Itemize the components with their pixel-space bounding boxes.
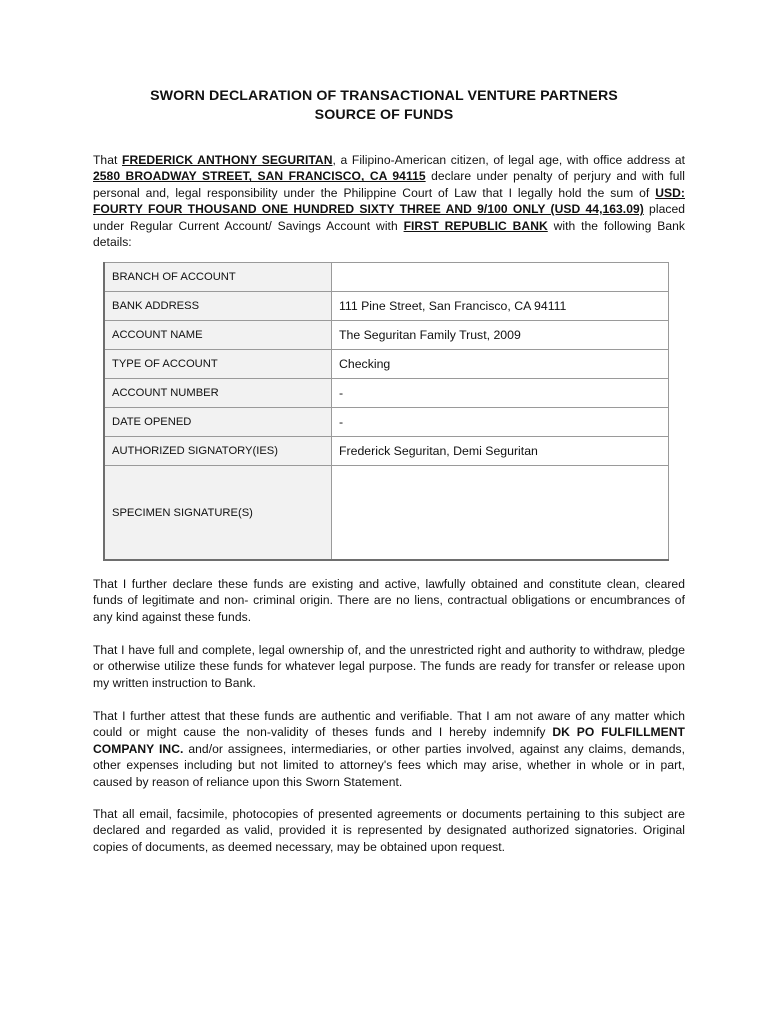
bank-details-table <box>103 262 669 561</box>
row-value <box>332 263 669 292</box>
row-label: SPECIMEN SIGNATURE(S) <box>104 466 332 561</box>
table-row <box>104 321 669 350</box>
bank-name: FIRST REPUBLIC BANK <box>403 218 548 233</box>
text-run: That I further attest that these funds are authentic and verifiable. That I am not aware of any matter which could or might cause the non-validity of theses funds and I hereby indemnify <box>93 709 685 740</box>
text-run: That <box>93 153 123 167</box>
text-run: and/or assignees, intermediaries, or other parties involved, against any claims, demands, other expenses including but not limited to attorney's fees which may arise, whether in whole or in part, caused by reason of reliance upon this Sworn Statement. <box>93 741 685 789</box>
row-label: ACCOUNT NAME <box>104 321 332 350</box>
table-row <box>104 466 669 561</box>
row-value: Checking <box>332 350 669 379</box>
row-label: DATE OPENED <box>104 408 332 437</box>
declaration-paragraph <box>93 152 685 250</box>
company-name: DK PO FULFILLMENT COMPANY INC. <box>93 725 685 756</box>
table-row <box>104 350 669 379</box>
table-row <box>104 437 669 466</box>
signature-box <box>332 466 669 561</box>
documents-validity-paragraph: That all email, facsimile, photocopies of presented agreements or documents pertaining to this subject are declared and regarded as valid, provided it is represented by designated authorized signatories. Original copies of documents, as deemed necessary, may be obtained upon request. <box>93 807 685 854</box>
table-row <box>104 263 669 292</box>
row-label: BANK ADDRESS <box>104 292 332 321</box>
document-title: SWORN DECLARATION OF TRANSACTIONAL VENTURE PARTNERS <box>150 88 618 104</box>
document-subtitle: SOURCE OF FUNDS <box>314 107 454 123</box>
declarant-name: FREDERICK ANTHONY SEGURITAN <box>122 153 333 167</box>
table-row <box>104 292 669 321</box>
ownership-paragraph: That I have full and complete, legal ownership of, and the unrestricted right and authority to withdraw, pledge or otherwise utilize these funds for whatever legal purpose. The funds are ready for transfer or release upon my written instruction to Bank. <box>93 643 685 690</box>
row-label: TYPE OF ACCOUNT <box>104 350 332 379</box>
row-label: ACCOUNT NUMBER <box>104 379 332 408</box>
text-run: , a Filipino-American citizen, of legal age, with office address at <box>332 153 686 167</box>
row-label: BRANCH OF ACCOUNT <box>104 263 332 292</box>
text-run: declare under penalty of perjury and with full personal and, legal responsibility under the Philippine Court of Law that I legally hold the sum of <box>93 169 685 200</box>
row-value: The Seguritan Family Trust, 2009 <box>332 321 669 350</box>
indemnity-paragraph <box>93 708 685 790</box>
fund-amount: USD: FOURTY FOUR THOUSAND ONE HUNDRED SIXTY THREE AND 9/100 ONLY (USD 44,163.09) <box>93 185 685 217</box>
funds-declaration-paragraph: That I further declare these funds are existing and active, lawfully obtained and constitute clean, cleared funds of legitimate and non- criminal origin. There are no liens, contractual obligations or encumbrances of any kind against these funds. <box>93 577 685 624</box>
row-value: - <box>332 408 669 437</box>
row-value: Frederick Seguritan, Demi Seguritan <box>332 437 669 466</box>
table-row <box>104 379 669 408</box>
row-value: - <box>332 379 669 408</box>
row-value: 111 Pine Street, San Francisco, CA 94111 <box>332 292 669 321</box>
text-run: placed under Regular Current Account/ Savings Account with <box>93 202 685 233</box>
office-address: 2580 BROADWAY STREET, SAN FRANCISCO, CA 94115 <box>93 169 426 184</box>
text-run: with the following Bank details: <box>93 218 685 250</box>
table-row <box>104 408 669 437</box>
row-label: AUTHORIZED SIGNATORY(IES) <box>104 437 332 466</box>
